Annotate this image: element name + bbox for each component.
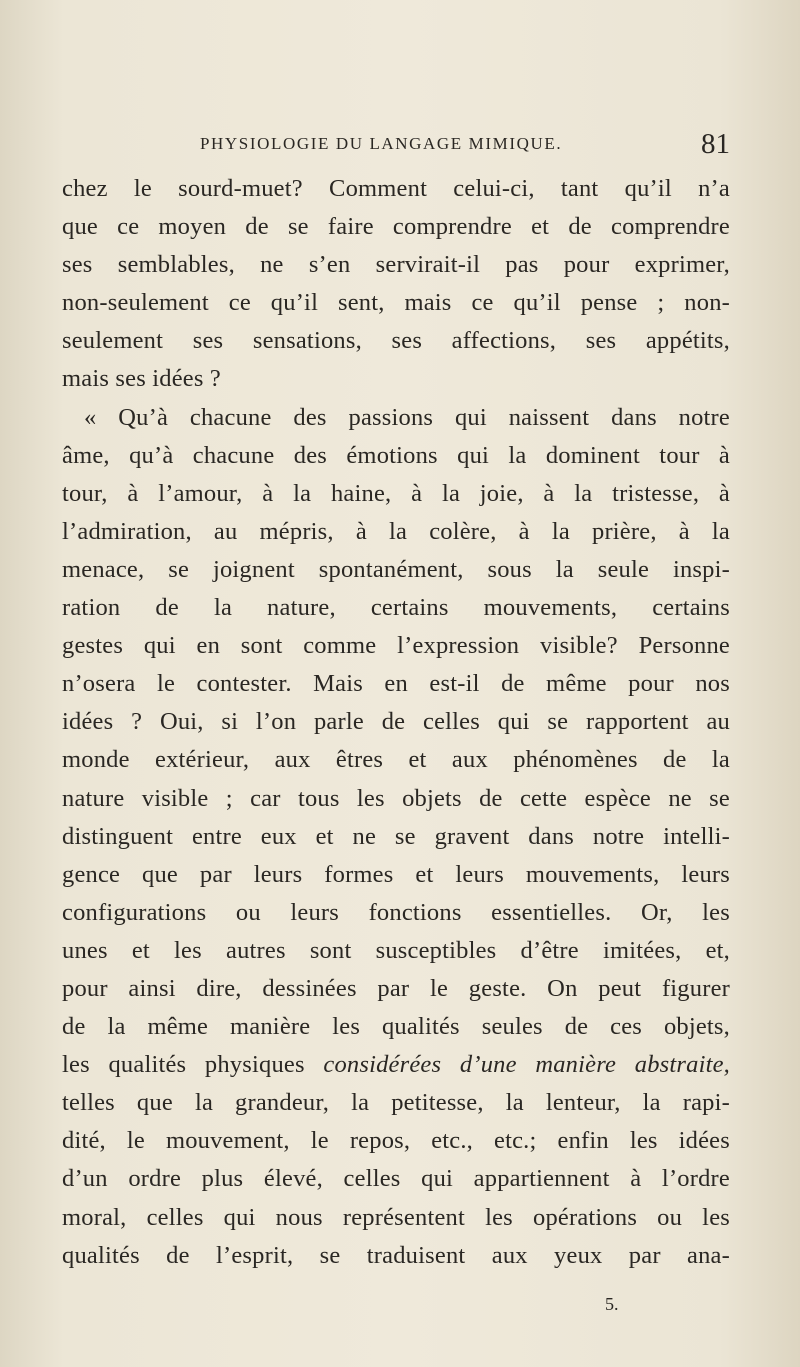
text-line: distinguent entre eux et ne se gravent dans notre intelli- — [62, 822, 730, 850]
text-line: d’un ordre plus élevé, celles qui appartiennent à l’ordre — [62, 1165, 730, 1193]
text-line: que ce moyen de se faire comprendre et de comprendre — [62, 213, 730, 241]
page-number: 81 — [701, 128, 730, 160]
text-line: n’osera le contester. Mais en est-il de même pour nos — [62, 670, 730, 698]
text-line: qualités de l’esprit, se traduisent aux yeux par ana- — [62, 1241, 730, 1269]
text-line: de la même manière les qualités seules de ces objets, — [62, 1013, 730, 1041]
text-line: tour, à l’amour, à la haine, à la joie, à la tristesse, à — [62, 479, 730, 507]
text-line: l’admiration, au mépris, à la colère, à la prière, à la — [62, 517, 730, 545]
text-line: ses semblables, ne s’en servirait-il pas pour exprimer, — [62, 251, 730, 279]
text-line: « Qu’à chacune des passions qui naissent dans notre — [84, 403, 730, 431]
text-line: moral, celles qui nous représentent les opérations ou les — [62, 1203, 730, 1231]
text-line: configurations ou leurs fonctions essentielles. Or, les — [62, 898, 730, 926]
italic-phrase: considérées d’une manière abstraite, — [323, 1051, 730, 1079]
text-line: nature visible ; car tous les objets de cette espèce ne se — [62, 784, 730, 812]
signature-mark: 5. — [605, 1294, 619, 1314]
text-line: idées ? Oui, si l’on parle de celles qui se rapportent au — [62, 708, 730, 736]
text-line: mais ses idées ? — [62, 365, 222, 393]
text-line: non-seulement ce qu’il sent, mais ce qu’il pense ; non- — [62, 289, 730, 317]
text-line: pour ainsi dire, dessinées par le geste. On peut figurer — [62, 974, 730, 1002]
text-line: unes et les autres sont susceptibles d’être imitées, et, — [62, 936, 730, 964]
body-text — [62, 170, 730, 1275]
text-line: telles que la grandeur, la petitesse, la lenteur, la rapi- — [62, 1089, 730, 1117]
text-line: gestes qui en sont comme l’expression visible? Personne — [62, 632, 730, 660]
text-line: monde extérieur, aux êtres et aux phénomènes de la — [62, 746, 730, 774]
text-line: seulement ses sensations, ses affections, ses appétits, — [62, 327, 730, 355]
text-line: chez le sourd-muet? Comment celui-ci, tant qu’il n’a — [62, 175, 730, 202]
text-line: dité, le mouvement, le repos, etc., etc.; enfin les idées — [62, 1127, 730, 1155]
text-line: gence que par leurs formes et leurs mouvements, leurs — [62, 860, 730, 888]
running-title: PHYSIOLOGIE DU LANGAGE MIMIQUE. — [200, 134, 563, 153]
page-header — [200, 128, 730, 162]
text-line: menace, se joignent spontanément, sous la seule inspi- — [62, 555, 730, 583]
text-line: les qualités physiques considérées d’une manière abstraite, — [62, 1051, 730, 1079]
text-line: âme, qu’à chacune des émotions qui la dominent tour à — [62, 441, 730, 469]
text-line: ration de la nature, certains mouvements, certains — [62, 594, 730, 622]
